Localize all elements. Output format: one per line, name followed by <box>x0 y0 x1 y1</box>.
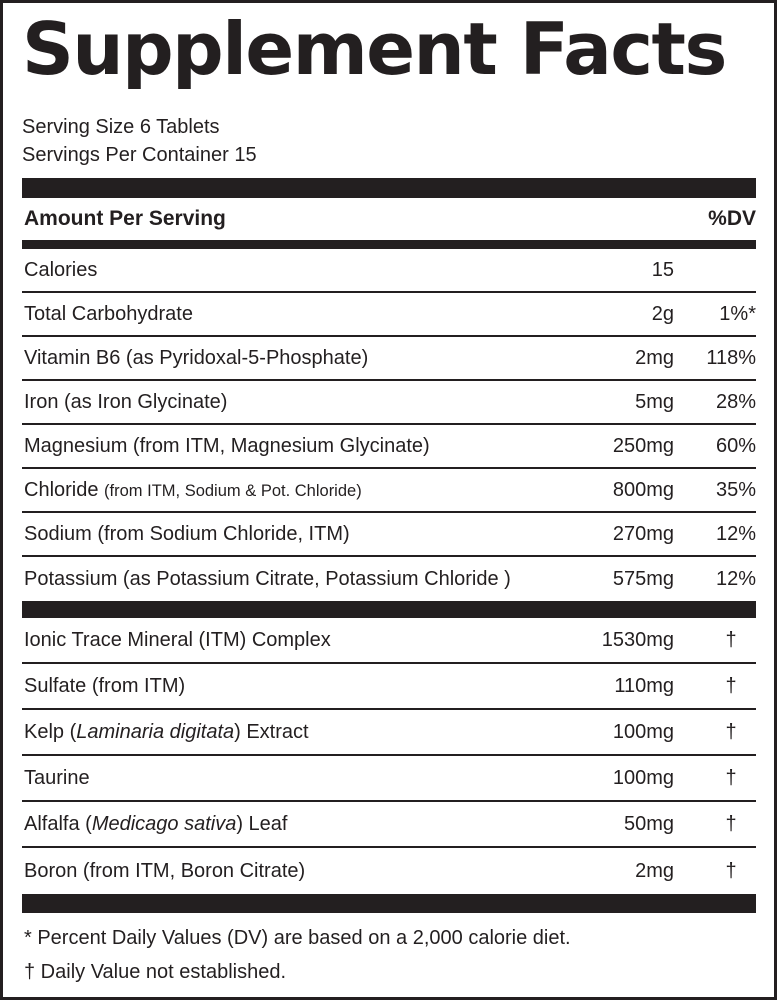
nutrient-dv: 12% <box>715 522 756 545</box>
nutrient-name: Sodium (from Sodium Chloride, ITM) <box>24 522 350 545</box>
nutrient-name: Calories <box>24 258 98 281</box>
nutrient-amount: 575mg <box>612 567 674 590</box>
table-row <box>22 337 756 381</box>
table-row <box>22 710 756 756</box>
table-row <box>22 756 756 802</box>
ingredient-amount: 110mg <box>614 674 674 697</box>
table-row <box>22 469 756 513</box>
ingredient-dv: † <box>725 766 737 789</box>
table-row <box>22 557 756 601</box>
servings-per-container: Servings Per Container 15 <box>22 144 257 166</box>
dv-column-label: %DV <box>708 207 756 230</box>
nutrient-amount: 2mg <box>635 346 674 369</box>
nutrient-dv: 1%* <box>719 302 756 325</box>
nutrient-amount: 800mg <box>612 478 674 501</box>
nutrient-dv: 28% <box>715 390 756 413</box>
ingredient-amount: 100mg <box>612 766 674 789</box>
ingredient-name-pre: Alfalfa ( <box>24 812 92 835</box>
table-row <box>22 618 756 664</box>
ingredient-latin-name: Laminaria digitata <box>76 720 235 743</box>
table-row <box>22 293 756 337</box>
ingredient-amount: 50mg <box>623 812 674 835</box>
ingredient-amount: 1530mg <box>601 628 674 651</box>
table-row <box>22 249 756 293</box>
nutrient-name-detail: (from ITM, Sodium & Pot. Chloride) <box>104 481 362 500</box>
serving-size: Serving Size 6 Tablets <box>22 116 220 138</box>
ingredient-name-pre: Kelp ( <box>24 720 77 743</box>
ingredient-dv: † <box>725 859 737 882</box>
table-row <box>22 848 756 894</box>
table-row <box>22 664 756 710</box>
ingredient-amount: 2mg <box>635 859 674 882</box>
nutrient-amount: 270mg <box>612 522 674 545</box>
panel-title: Supplement Facts <box>22 7 726 91</box>
ingredient-name: Sulfate (from ITM) <box>24 674 186 697</box>
nutrient-amount: 250mg <box>612 434 674 457</box>
nutrient-name: Total Carbohydrate <box>24 302 193 325</box>
nutrient-amount: 5mg <box>635 390 674 413</box>
column-header <box>22 198 756 240</box>
ingredient-name: Ionic Trace Mineral (ITM) Complex <box>24 628 331 651</box>
nutrient-name: Magnesium (from ITM, Magnesium Glycinate) <box>24 434 430 457</box>
ingredient-name <box>22 721 524 744</box>
ingredient-dv: † <box>725 674 737 697</box>
ingredient-name-post: ) Extract <box>234 720 309 743</box>
nutrient-dv: 60% <box>715 434 756 457</box>
table-row <box>22 513 756 557</box>
nutrient-dv: 118% <box>706 346 756 369</box>
nutrient-name: Iron (as Iron Glycinate) <box>24 390 228 413</box>
nutrient-amount: 2g <box>651 302 674 325</box>
ingredient-name: Taurine <box>24 766 90 789</box>
other-ingredient-list <box>22 618 756 894</box>
ingredient-latin-name: Medicago sativa <box>91 812 237 835</box>
ingredient-amount: 100mg <box>612 720 674 743</box>
ingredient-name: Boron (from ITM, Boron Citrate) <box>24 859 306 882</box>
table-row <box>22 381 756 425</box>
ingredient-dv: † <box>725 628 737 651</box>
bottom-divider <box>22 894 756 913</box>
nutrient-name-main: Chloride <box>24 478 99 501</box>
ingredient-dv: † <box>725 720 737 743</box>
header-divider <box>22 240 756 249</box>
ingredient-dv: † <box>725 812 737 835</box>
ingredient-name-post: ) Leaf <box>236 812 288 835</box>
nutrient-name: Potassium (as Potassium Citrate, Potassium Chloride ) <box>24 567 511 590</box>
footnote-dv-not-established: † Daily Value not established. <box>24 961 287 983</box>
thick-divider <box>22 178 756 198</box>
section-divider <box>22 601 756 618</box>
footnotes <box>22 921 756 989</box>
amount-per-serving-label: Amount Per Serving <box>24 207 226 230</box>
nutrient-name <box>22 479 524 502</box>
nutrient-name: Vitamin B6 (as Pyridoxal-5-Phosphate) <box>24 346 369 369</box>
nutrient-amount: 15 <box>651 258 674 281</box>
table-row <box>22 425 756 469</box>
table-row <box>22 802 756 848</box>
nutrient-dv: 35% <box>715 478 756 501</box>
footnote-dv-basis: * Percent Daily Values (DV) are based on a 2,000 calorie diet. <box>24 927 571 949</box>
nutrient-dv: 12% <box>715 567 756 590</box>
serving-info <box>22 113 756 169</box>
ingredient-name <box>22 813 524 836</box>
nutrient-list <box>22 249 756 601</box>
